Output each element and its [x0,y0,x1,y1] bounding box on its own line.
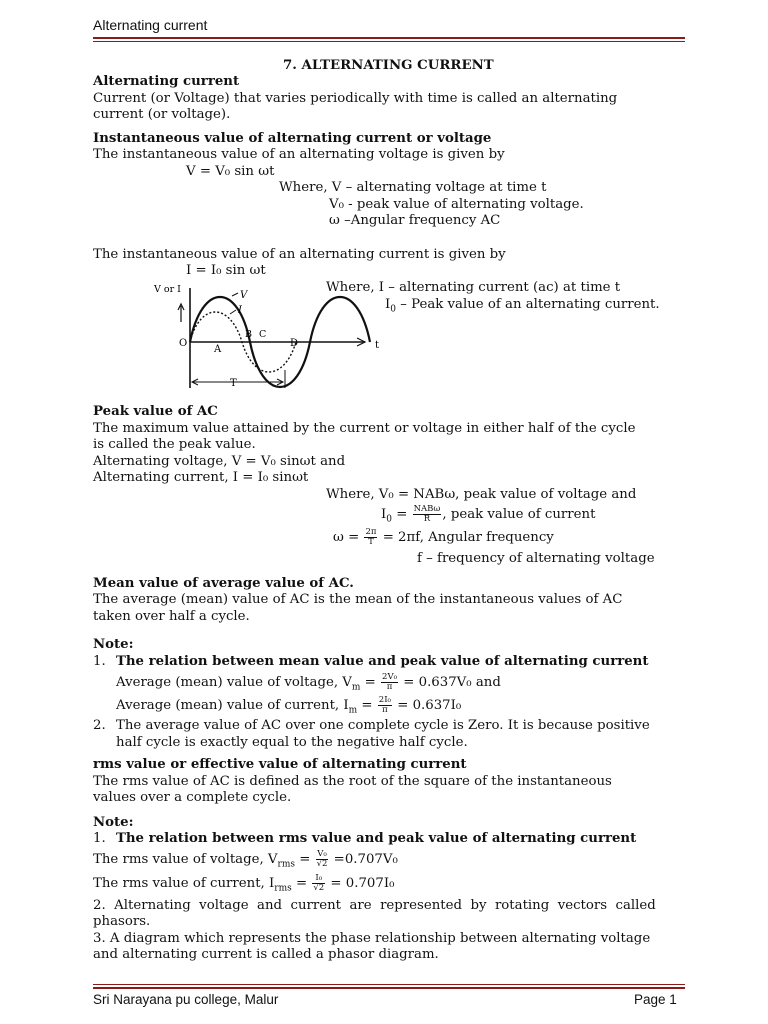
page-title: 7. ALTERNATING CURRENT [283,58,494,73]
peak-where-3: ω = $\frac{2\pi}{T}$ = 2πf, Angular frequency [333,527,554,547]
peak-voltage-eq: Alternating voltage, V = V₀ sinωt and [93,454,346,469]
ac-waveform-diagram [150,280,390,395]
current-where-2: $I_0$ – Peak value of an alternating current. [385,297,660,315]
rms-voltage-eq: The rms value of voltage, $V_{rms}$ = $\frac{\text{V₀}}{√2}$ =0.707V₀ [93,849,398,870]
section-heading-rms: rms value or effective value of alternating current [93,757,467,772]
running-header: Alternating current [93,17,208,33]
note2-item-2-line-1: 2. Alternating voltage and current are represented by rotating vectors called [93,898,656,913]
note1-item-2-number: 2. [93,718,106,733]
note2-item-3-line-1: 3. A diagram which represents the phase relationship between alternating voltage [93,931,651,946]
mean-line-2: taken over half a cycle. [93,609,250,624]
voltage-equation: V = V₀ sin ωt [186,164,275,179]
note1-item-2-line-1: The average value of AC over one complete cycle is Zero. It is because positive [116,718,650,733]
peak-where-4: f – frequency of alternating voltage [417,551,655,566]
note2-item-2-line-2: phasors. [93,914,151,929]
header-rule-thin [93,41,685,42]
graph-b-label: B [245,329,252,340]
voltage-where-2: V₀ - peak value of alternating voltage. [329,197,584,212]
note-heading-1: Note: [93,637,134,652]
current-equation: I = I₀ sin ωt [186,263,266,278]
note1-item-2-line-2: half cycle is exactly equal to the negative half cycle. [116,735,468,750]
graph-d-label: D [290,338,299,349]
peak-current-eq: Alternating current, I = I₀ sinωt [93,470,309,485]
voltage-where-3: ω –Angular frequency AC [329,213,501,228]
graph-t-axis-label: t [375,340,380,351]
section-heading-mean: Mean value of average value of AC. [93,576,354,591]
graph-i-label: I [238,305,242,316]
graph-a-label: A [214,344,222,355]
rms-line-2: values over a complete cycle. [93,790,292,805]
footer-rule-thick [93,987,685,989]
current-where-1: Where, I – alternating current (ac) at time t [326,280,621,295]
peak-where-1: Where, V₀ = NABω, peak value of voltage and [326,487,637,502]
note2-item-3-line-2: and alternating current is called a phasor diagram. [93,947,439,962]
i-pointer [230,310,236,314]
v-pointer [232,293,238,296]
instantaneous-current-intro: The instantaneous value of an alternating current is given by [93,247,506,262]
section-heading-instantaneous: Instantaneous value of alternating current or voltage [93,131,492,146]
peak-where-2: $I_0$ = $\frac{\text{NABω}}{R}$ , peak value of current [381,504,596,525]
footer-rule [93,984,685,985]
graph-period-label: T [230,378,237,389]
rms-current-eq: The rms value of current, $I_{rms}$ = $\frac{\text{I₀}}{√2}$ = 0.707I₀ [93,873,395,894]
graph-c-label: C [259,329,267,340]
note-heading-2: Note: [93,815,134,830]
graph-y-label: V or I [154,284,181,295]
footer-page-number: Page 1 [634,992,677,1007]
header-rule [93,37,685,39]
peak-line-1: The maximum value attained by the current or voltage in either half of the cycle [93,421,636,436]
voltage-where-1: Where, V – alternating voltage at time t [279,180,547,195]
note2-item-1-number: 1. [93,831,106,846]
note1-item-1-number: 1. [93,654,106,669]
peak-line-2: is called the peak value. [93,437,256,452]
rms-line-1: The rms value of AC is defined as the root of the square of the instantaneous [93,774,612,789]
section-heading-peak: Peak value of AC [93,404,218,419]
note1-item-1: The relation between mean value and peak value of alternating current [116,654,649,669]
graph-origin-label: O [179,338,188,349]
ac-definition-line-1: Current (or Voltage) that varies periodically with time is called an alternating [93,91,618,106]
average-voltage-eq: Average (mean) value of voltage, $V_m$ = $\frac{\text{2V₀}}{\pi}$ = 0.637V₀ and [116,672,501,693]
average-current-eq: Average (mean) value of current, $I_m$ = $\frac{\text{2I₀}}{\pi}$ = 0.637I₀ [116,695,462,716]
footer-college: Sri Narayana pu college, Malur [93,992,279,1007]
section-heading-ac: Alternating current [93,74,240,89]
ac-definition-line-2: current (or voltage). [93,107,231,122]
mean-line-1: The average (mean) value of AC is the mean of the instantaneous values of AC [93,592,623,607]
graph-v-label: V [240,290,248,301]
note2-item-1: The relation between rms value and peak value of alternating current [116,831,637,846]
instantaneous-voltage-intro: The instantaneous value of an alternating voltage is given by [93,147,505,162]
